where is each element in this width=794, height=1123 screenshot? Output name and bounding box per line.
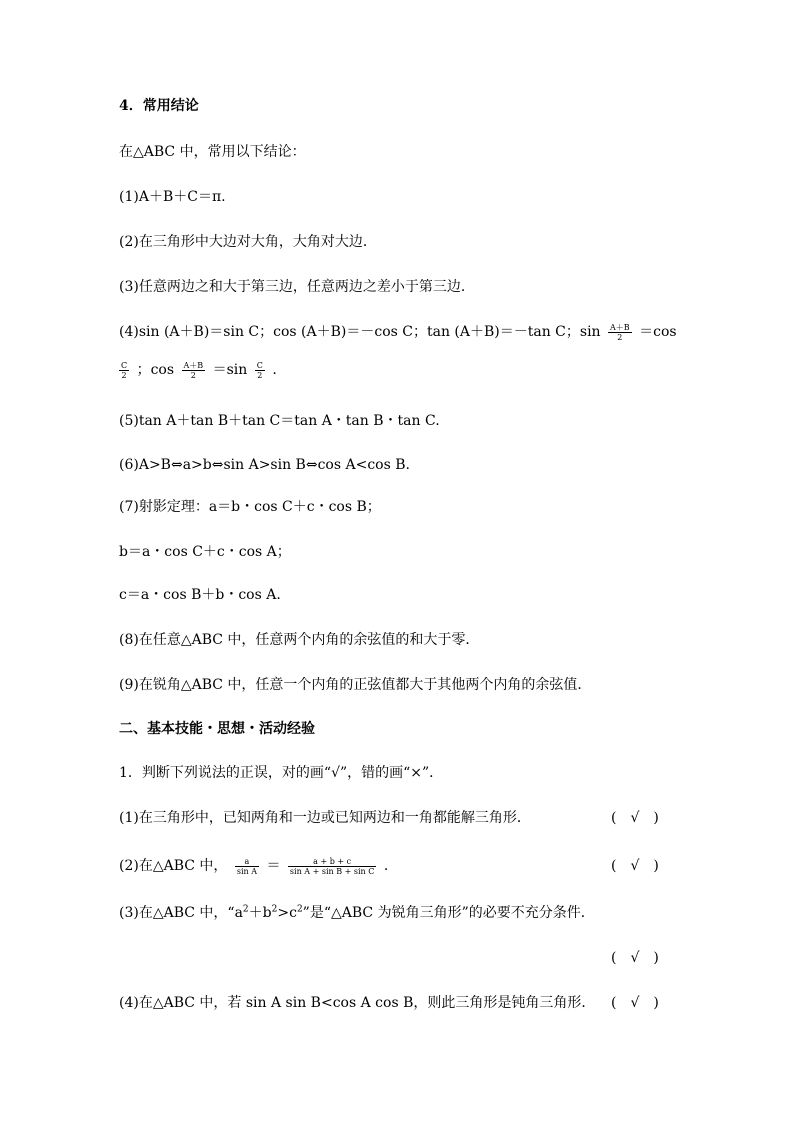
q3-text-b: ＋b [248,905,272,921]
fraction-numerator: C [121,360,128,370]
fraction-c-over-2-second [255,361,265,380]
conclusion-9: (9)在锐角△ABC 中，任意一个内角的正弦值都大于其他两个内角的余弦值． [119,677,592,693]
intro-text: 在△ABC 中，常用以下结论： [119,144,306,160]
conclusion-4-text-d: ＝sin [212,362,248,378]
fraction-numerator: A＋B [610,322,630,332]
fraction-denominator: sin A + sin B + sin C [289,866,375,876]
q3-sup-1: 2 [242,904,249,915]
answer-1: ( √ ) [611,810,659,826]
period: . [383,858,389,874]
question-1-item-4: (4)在△ABC 中，若 sin A sin B<cos A cos B，则此三角形是钝角三角形． [119,995,596,1011]
fraction-denominator: sin A [236,866,258,876]
answer-2: ( √ ) [611,858,659,874]
equals-sign: ＝ [266,858,281,874]
conclusion-8: (8)在任意△ABC 中，任意两个内角的余弦值的和大于零． [119,632,480,648]
conclusion-4-line1 [119,322,677,342]
question-1-item-3 [119,903,595,923]
fraction-numerator: A＋B [183,360,204,370]
q3-sup-2: 2 [271,904,278,915]
conclusion-4-text-e: . [272,362,277,378]
fraction-c-over-2 [119,361,129,380]
conclusion-1: (1)A＋B＋C＝π. [119,189,226,205]
question-1-item-2-text: (2)在△ABC 中， [119,858,228,874]
fraction-numerator: a [235,857,259,867]
fraction-denominator: 2 [190,370,196,380]
q3-text-c: >c [277,905,297,921]
q3-text-a: (3)在△ABC 中，“a [119,905,243,921]
answer-3: ( √ ) [611,950,659,966]
fraction-denominator: 2 [121,370,127,380]
heading-common-conclusions: 4．常用结论 [119,98,199,114]
answer-4: ( √ ) [611,995,659,1011]
fraction-numerator: a + b + c [288,857,376,867]
question-1-item-2 [119,856,388,876]
fraction-a-over-sin-a [235,857,259,876]
question-1-item-1: (1)在三角形中，已知两角和一边或已知两边和一角都能解三角形． [119,810,531,826]
conclusion-4-line2 [119,360,277,380]
section-basic-skills: 二、基本技能・思想・活动经验 [119,721,315,737]
conclusion-2: (2)在三角形中大边对大角，大角对大边． [119,234,377,250]
conclusion-5: (5)tan A＋tan B＋tan C＝tan A・tan B・tan C. [119,413,440,429]
fraction-a-plus-b-over-2 [608,323,632,342]
conclusion-4-text-c: ；cos [136,362,175,378]
fraction-denominator: 2 [617,332,623,342]
fraction-sum-over-sin-sum [288,857,376,876]
conclusion-6: (6)A>B⇔a>b⇔sin A>sin B⇔cos A<cos B. [119,457,410,473]
q3-text-d: ”是“△ABC 为锐角三角形”的必要不充分条件． [302,905,595,921]
conclusion-4-text-b: ＝cos [639,324,677,340]
conclusion-7: (7)射影定理：a＝b・cos C＋c・cos B； [119,499,381,515]
question-1-prompt: 1．判断下列说法的正误，对的画“√”，错的画“×”． [119,765,444,781]
fraction-denominator: 2 [257,370,263,380]
q3-sup-3: 2 [296,904,303,915]
conclusion-4-text-a: (4)sin (A＋B)＝sin C；cos (A＋B)＝－cos C；tan (A＋B)＝－tan C；sin [119,324,601,340]
fraction-numerator: C [256,360,263,370]
conclusion-7-c: c＝a・cos B＋b・cos A. [119,587,281,603]
conclusion-3: (3)任意两边之和大于第三边，任意两边之差小于第三边． [119,279,475,295]
conclusion-7-b: b＝a・cos C＋c・cos A； [119,544,291,560]
fraction-a-plus-b-over-2-second [182,361,206,380]
